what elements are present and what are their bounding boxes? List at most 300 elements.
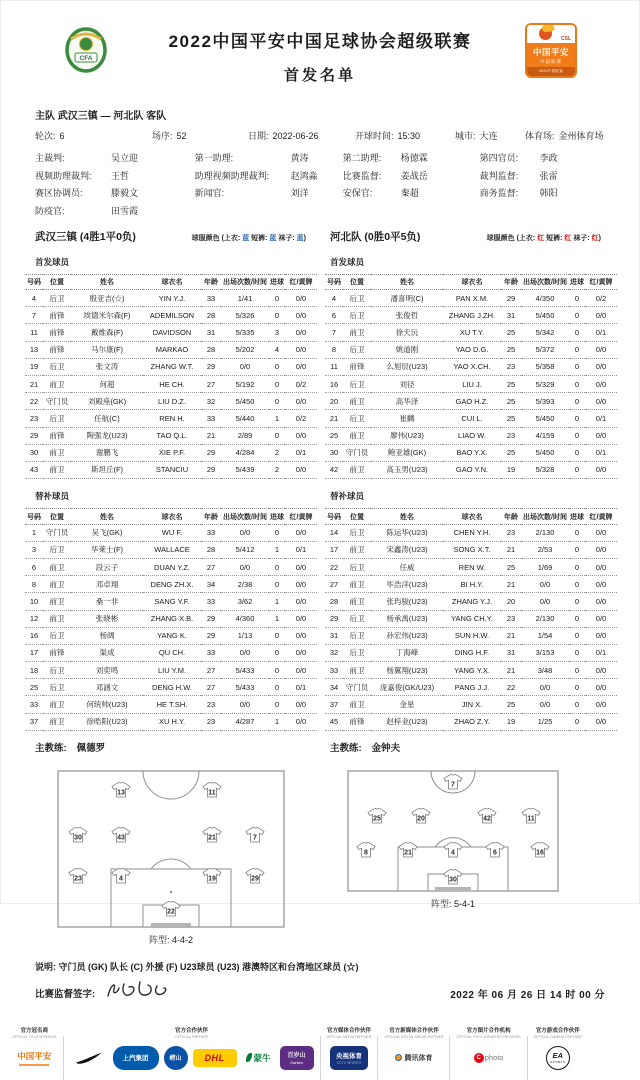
player-cell: 0/2: [285, 410, 317, 427]
player-cell: SONG X.T.: [443, 541, 501, 558]
sponsor-divider: [377, 1036, 378, 1080]
player-cell: 邓涵文: [71, 679, 143, 696]
official-name: 张雷: [539, 170, 558, 181]
player-cell: 33: [201, 410, 221, 427]
player-cell: 0/0: [585, 524, 617, 541]
player-row: [325, 444, 617, 461]
player-cell: 34: [325, 679, 343, 696]
sponsor-strip: [9, 1026, 631, 1080]
player-cell: 0: [569, 679, 585, 696]
official-name: 韩阳: [539, 188, 558, 198]
sponsor-logos: [384, 1046, 443, 1070]
svg-text:8: 8: [364, 849, 369, 857]
player-cell: 5/342: [521, 324, 569, 341]
player-cell: 前卫: [343, 696, 371, 713]
player-cell: LIU Y.M.: [143, 662, 201, 679]
player-cell: 0/0: [585, 541, 617, 558]
player-cell: 0: [269, 627, 285, 644]
player-cell: 0/0: [585, 558, 617, 575]
player-cell: 16: [325, 375, 343, 392]
official-label: 视频助理裁判:: [35, 170, 92, 181]
player-cell: 杨阔: [71, 627, 143, 644]
supervisor-sign-label: 比赛监督签字:: [35, 989, 96, 1001]
player-cell: 崔麟: [371, 410, 443, 427]
column-header: 位置: [343, 274, 371, 290]
player-cell: 29: [501, 290, 521, 307]
player-cell: 4: [25, 290, 43, 307]
player-cell: 后卫: [343, 375, 371, 392]
player-cell: 2/130: [521, 610, 569, 627]
player-row: [325, 679, 617, 696]
match-info-item: [248, 129, 355, 142]
player-cell: 0: [269, 358, 285, 375]
official-cell: [480, 186, 605, 199]
player-cell: 后卫: [343, 644, 371, 661]
player-cell: 后卫: [343, 410, 371, 427]
column-header: 号码: [325, 274, 343, 290]
player-cell: CHEN Y.H.: [443, 524, 501, 541]
player-cell: 31: [325, 627, 343, 644]
player-row: [25, 713, 317, 730]
player-cell: 0/0: [285, 558, 317, 575]
player-cell: 20: [325, 393, 343, 410]
player-cell: 0/0: [285, 307, 317, 324]
player-cell: 前卫: [43, 461, 71, 478]
column-header: 号码: [25, 509, 43, 525]
player-cell: 殷亚吉(☆): [71, 290, 143, 307]
player-cell: 27: [201, 375, 221, 392]
column-header: 姓名: [371, 274, 443, 290]
svg-text:19: 19: [208, 875, 216, 883]
official-label: 第二助理:: [342, 153, 382, 163]
player-cell: 前卫: [43, 713, 71, 730]
player-row: [25, 644, 317, 661]
player-cell: 0: [569, 307, 585, 324]
player-cell: 1/13: [221, 627, 269, 644]
player-cell: 33: [201, 290, 221, 307]
player-cell: 21: [25, 375, 43, 392]
player-jersey: [161, 900, 181, 917]
player-cell: 0/0: [285, 627, 317, 644]
home-kit-colors: [192, 233, 306, 243]
column-header: 出场次数/时间: [221, 509, 269, 525]
player-cell: 渠成: [71, 644, 143, 661]
player-cell: 0: [569, 410, 585, 427]
away-starters-title: 首发球员: [330, 256, 365, 267]
player-cell: 21: [501, 662, 521, 679]
player-row: [325, 427, 617, 444]
player-cell: 前锋: [43, 644, 71, 661]
mengniu-logo: 蒙牛: [242, 1046, 275, 1070]
csl-flame-icon: CSL: [527, 25, 575, 43]
svg-text:25: 25: [372, 815, 381, 823]
player-cell: 0/2: [285, 375, 317, 392]
player-cell: 28: [201, 541, 221, 558]
player-cell: 张俊哲: [371, 307, 443, 324]
away-starters-table: [325, 274, 617, 480]
player-cell: 33: [201, 644, 221, 661]
player-row: [25, 541, 317, 558]
icphoto-logo: C photo: [470, 1046, 508, 1070]
player-cell: 0/0: [585, 393, 617, 410]
player-cell: 后卫: [43, 627, 71, 644]
away-subs-title: 替补球员: [330, 491, 365, 502]
official-label: 第一助理:: [194, 153, 234, 163]
player-cell: 前卫: [343, 662, 371, 679]
player-cell: XU H.Y.: [143, 713, 201, 730]
player-row: [25, 307, 317, 324]
official-cell: [195, 169, 343, 182]
kit-text: 袜子:: [276, 234, 297, 242]
player-cell: 0: [569, 627, 585, 644]
player-cell: 前卫: [43, 696, 71, 713]
column-header: 出场次数/时间: [221, 274, 269, 290]
sponsor-group-label: 官方媒体合作伙伴: [326, 1027, 371, 1034]
player-cell: QU CH.: [143, 644, 201, 661]
player-cell: 25: [501, 393, 521, 410]
player-cell: 13: [25, 341, 43, 358]
sheet-header: [1, 23, 639, 99]
player-cell: 25: [501, 696, 521, 713]
info-label: 城市:: [455, 131, 476, 141]
player-cell: 2/130: [521, 524, 569, 541]
ea-logo: EA SPORTS: [546, 1046, 570, 1070]
player-cell: 前卫: [43, 610, 71, 627]
player-cell: 17: [25, 644, 43, 661]
player-cell: 桑一非: [71, 593, 143, 610]
svg-text:21: 21: [404, 849, 413, 857]
player-cell: 0/0: [285, 324, 317, 341]
player-cell: 5/372: [521, 341, 569, 358]
player-row: [325, 662, 617, 679]
sponsor-logos: [70, 1046, 314, 1070]
player-cell: 前卫: [343, 324, 371, 341]
player-cell: JIN X.: [443, 696, 501, 713]
sponsor-group-sublabel: OFFICIAL MEDIA PARTNER: [326, 1034, 372, 1039]
player-cell: 19: [501, 713, 521, 730]
player-cell: 0: [569, 524, 585, 541]
player-cell: 0/0: [585, 679, 617, 696]
player-cell: 3/153: [521, 644, 569, 661]
player-cell: 斯坦丘(F): [71, 461, 143, 478]
player-cell: 丁海峰: [371, 644, 443, 661]
player-cell: 4/284: [221, 444, 269, 461]
player-jersey: [443, 869, 463, 886]
player-cell: 0: [569, 427, 585, 444]
player-cell: 1: [269, 610, 285, 627]
nike-logo: [70, 1046, 108, 1070]
kit-color-char: 红: [564, 234, 572, 242]
official-name: 田雪霞: [111, 205, 139, 216]
player-cell: 0: [569, 444, 585, 461]
badge-bottom-text: 2022中超联赛: [527, 67, 575, 76]
player-jersey: [398, 842, 418, 859]
official-cell: [343, 151, 480, 164]
player-row: [325, 713, 617, 730]
player-cell: 0: [269, 307, 285, 324]
player-cell: DENG H.W.: [143, 679, 201, 696]
away-subs-table: [325, 508, 617, 731]
away-coach-name: 金钟夫: [371, 742, 401, 754]
svg-text:7: 7: [451, 781, 455, 789]
player-cell: YAO X.CH.: [443, 358, 501, 375]
svg-text:30: 30: [73, 834, 82, 842]
svg-text:20: 20: [417, 815, 426, 823]
sponsor-logos: [456, 1046, 520, 1070]
player-cell: 1: [269, 593, 285, 610]
player-cell: 10: [25, 593, 43, 610]
player-cell: 43: [25, 461, 43, 478]
player-cell: 0/0: [285, 696, 317, 713]
player-row: [25, 524, 317, 541]
player-cell: 金星: [371, 696, 443, 713]
sponsor-divider: [320, 1036, 321, 1080]
official-label: 防疫官:: [35, 205, 65, 216]
player-cell: 25: [501, 324, 521, 341]
player-cell: 1: [25, 524, 43, 541]
sponsor-group-label: 官方图片合作机构: [466, 1027, 511, 1034]
kit-text: 袜子:: [571, 234, 592, 242]
sponsor-logos: [534, 1046, 582, 1070]
supervisor-signature: [101, 977, 175, 1010]
player-row: [25, 461, 317, 478]
player-cell: TAO Q.L.: [143, 427, 201, 444]
official-label: 比赛监督:: [342, 170, 382, 181]
player-cell: HE CH.: [143, 375, 201, 392]
player-cell: DING H.F.: [443, 644, 501, 661]
sponsor-logos: [327, 1046, 372, 1070]
player-cell: ADEMILSON: [143, 307, 201, 324]
player-cell: 0: [569, 358, 585, 375]
official-name: 黄涛: [290, 153, 309, 163]
player-cell: 守门员: [43, 393, 71, 410]
player-row: [25, 358, 317, 375]
player-cell: 0/0: [285, 610, 317, 627]
sponsor-group: [453, 1026, 523, 1070]
player-cell: 后卫: [343, 307, 371, 324]
player-cell: 前卫: [43, 444, 71, 461]
player-cell: 0: [569, 558, 585, 575]
player-cell: 22: [325, 558, 343, 575]
player-cell: 徐晧阳(U23): [71, 713, 143, 730]
svg-text:30: 30: [449, 876, 457, 884]
cctv-logo: 央视体育 CCTV SPORTS: [330, 1046, 368, 1070]
player-cell: 前卫: [43, 375, 71, 392]
sign-datetime: 2022 年 06 月 26 日 14 时 00 分: [450, 989, 605, 1001]
laoshan-logo: 崂山: [164, 1046, 188, 1070]
svg-text:43: 43: [116, 834, 125, 842]
player-cell: 0/0: [221, 524, 269, 541]
player-row: [325, 541, 617, 558]
player-cell: 0: [569, 324, 585, 341]
player-cell: 33: [201, 524, 221, 541]
away-coach: 主教练: 金钟夫: [330, 742, 401, 754]
info-label: 开球时间:: [355, 131, 394, 141]
home-coach-name: 佩德罗: [76, 742, 106, 754]
player-jersey: [356, 842, 376, 859]
kit-color-char: 蓝: [242, 234, 250, 242]
player-cell: 25: [501, 558, 521, 575]
player-cell: LIU D.Z.: [143, 393, 201, 410]
column-header: 出场次数/时间: [521, 509, 569, 525]
table-header-row: [325, 509, 617, 525]
player-cell: 前锋: [43, 324, 71, 341]
info-value: 15:30: [397, 131, 421, 141]
official-name: 杨德霖: [400, 153, 428, 163]
column-header: 进球: [269, 274, 285, 290]
player-cell: 5/326: [221, 307, 269, 324]
player-row: [25, 427, 317, 444]
home-formation-label: 阵型: 4-4-2: [148, 934, 193, 945]
column-header: 年龄: [201, 509, 221, 525]
player-cell: 0/0: [221, 696, 269, 713]
player-cell: 马尔康(F): [71, 341, 143, 358]
home-starters-table: [25, 274, 317, 480]
column-header: 球衣名: [443, 509, 501, 525]
player-cell: 29: [201, 461, 221, 478]
player-cell: STANCIU: [143, 461, 201, 478]
player-cell: DAVIDSON: [143, 324, 201, 341]
player-cell: 0/1: [285, 679, 317, 696]
away-formation: [347, 770, 559, 910]
player-cell: 后卫: [343, 610, 371, 627]
player-cell: 后卫: [343, 627, 371, 644]
player-cell: 5/450: [521, 307, 569, 324]
player-cell: 0/0: [285, 662, 317, 679]
player-cell: 5/192: [221, 375, 269, 392]
player-jersey: [245, 826, 265, 843]
player-row: [25, 696, 317, 713]
player-cell: LIAO W.: [443, 427, 501, 444]
player-cell: 前卫: [343, 461, 371, 478]
player-cell: 1/41: [221, 290, 269, 307]
svg-text:11: 11: [527, 815, 536, 823]
player-row: [325, 610, 617, 627]
player-jersey: [68, 826, 88, 843]
player-cell: 0/0: [521, 576, 569, 593]
player-cell: WALLACE: [143, 541, 201, 558]
kit-color-char: 红: [537, 234, 545, 242]
player-cell: YAO D.G.: [443, 341, 501, 358]
formation-diagrams: [1, 764, 639, 954]
player-cell: PANG J.J.: [443, 679, 501, 696]
official-name: 滕毅文: [111, 188, 139, 198]
official-name: 李政: [539, 153, 558, 163]
player-cell: 姚道刚: [371, 341, 443, 358]
player-cell: 1: [269, 410, 285, 427]
official-label: 裁判监督:: [479, 170, 519, 181]
player-cell: 2: [269, 444, 285, 461]
player-cell: 守门员: [343, 444, 371, 461]
player-cell: YIN Y.J.: [143, 290, 201, 307]
official-label: 主裁判:: [35, 153, 65, 163]
player-cell: 0/0: [585, 358, 617, 375]
player-cell: 32: [325, 644, 343, 661]
player-cell: 27: [201, 679, 221, 696]
player-cell: 前锋: [43, 427, 71, 444]
player-cell: 5/328: [521, 461, 569, 478]
player-cell: 0: [569, 461, 585, 478]
player-jersey: [367, 808, 387, 825]
player-cell: 4/287: [221, 713, 269, 730]
player-cell: 张文涛: [71, 358, 143, 375]
player-cell: 后卫: [43, 358, 71, 375]
player-cell: WU F.: [143, 524, 201, 541]
player-cell: 7: [325, 324, 343, 341]
player-cell: 23: [201, 713, 221, 730]
player-cell: 守门员: [43, 524, 71, 541]
column-header: 号码: [325, 509, 343, 525]
player-cell: 5/440: [221, 410, 269, 427]
player-cell: 25: [501, 444, 521, 461]
player-cell: 杨承禹(U23): [371, 610, 443, 627]
player-cell: 0/0: [585, 307, 617, 324]
column-header: 年龄: [501, 274, 521, 290]
official-cell: [195, 186, 343, 199]
player-cell: 0/0: [285, 524, 317, 541]
player-row: [325, 696, 617, 713]
column-header: 年龄: [201, 274, 221, 290]
player-cell: 20: [501, 593, 521, 610]
player-cell: 0/0: [585, 576, 617, 593]
player-cell: 0/0: [221, 558, 269, 575]
away-team-name: 河北队 (0胜0平5负): [330, 230, 421, 243]
column-header: 姓名: [71, 509, 143, 525]
player-cell: 6: [25, 558, 43, 575]
player-cell: YANG K.: [143, 627, 201, 644]
player-cell: 张玙骏(U23): [371, 593, 443, 610]
official-label: 安保官:: [342, 188, 373, 198]
player-cell: 潘喜明(C): [371, 290, 443, 307]
player-cell: 前卫: [343, 427, 371, 444]
column-header: 进球: [569, 509, 585, 525]
player-cell: 5/439: [221, 461, 269, 478]
dhl-logo: DHL: [193, 1049, 237, 1067]
player-row: [25, 558, 317, 575]
player-row: [325, 307, 617, 324]
info-label: 轮次:: [35, 131, 56, 141]
kit-text: 球服颜色 (上衣:: [191, 234, 243, 242]
player-cell: PAN X.M.: [443, 290, 501, 307]
player-cell: GAO Y.N.: [443, 461, 501, 478]
player-cell: 0/0: [585, 627, 617, 644]
player-cell: 0: [569, 662, 585, 679]
player-cell: 前锋: [343, 713, 371, 730]
table-header-row: [25, 509, 317, 525]
kit-text: 短裤:: [544, 234, 565, 242]
sponsor-group-label: 官方游戏合作伙伴: [535, 1027, 580, 1034]
info-value: 52: [176, 131, 187, 141]
sponsor-divider: [527, 1036, 528, 1080]
player-cell: HE T.SH.: [143, 696, 201, 713]
official-cell: [35, 204, 195, 217]
player-jersey: [521, 808, 541, 825]
player-cell: 23: [25, 410, 43, 427]
player-cell: YANG Y.X.: [443, 662, 501, 679]
kit-color-char: 蓝: [269, 234, 277, 242]
home-team-header: [25, 229, 320, 244]
player-cell: 21: [325, 410, 343, 427]
player-cell: 0: [269, 524, 285, 541]
tencent-dot-icon: [395, 1054, 402, 1061]
player-row: [325, 524, 617, 541]
kit-color-char: 蓝: [296, 234, 304, 242]
player-cell: 14: [325, 524, 343, 541]
player-cell: 5/412: [221, 541, 269, 558]
player-cell: 0: [569, 644, 585, 661]
player-cell: 0/0: [585, 610, 617, 627]
player-cell: 16: [25, 627, 43, 644]
